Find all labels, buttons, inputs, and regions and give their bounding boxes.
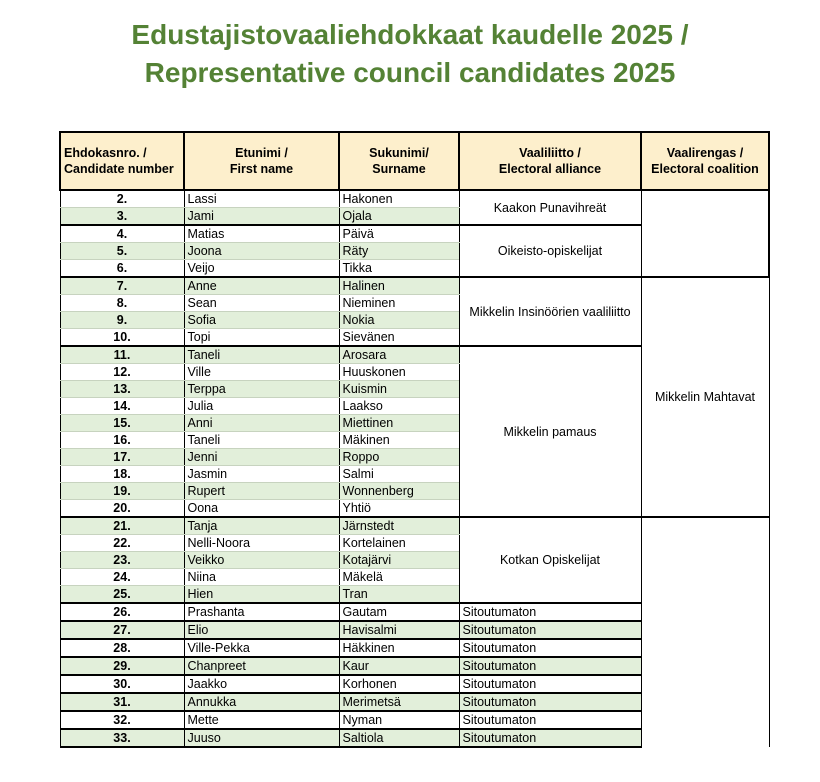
surname: Saltiola [339,729,459,747]
surname: Hakonen [339,190,459,208]
table-row [60,517,769,535]
surname: Ojala [339,208,459,226]
candidate-number: 23. [60,552,184,569]
first-name: Prashanta [184,603,339,621]
first-name: Mette [184,711,339,729]
surname: Merimetsä [339,693,459,711]
candidate-number: 17. [60,449,184,466]
header-electoral-coalition-fi: Vaalirengas / [666,146,744,160]
header-first-name-en: First name [229,162,294,176]
surname: Yhtiö [339,500,459,518]
first-name: Annukka [184,693,339,711]
page-title-english: Representative council candidates 2025 [144,57,676,88]
candidate-number: 31. [60,693,184,711]
candidate-number: 29. [60,657,184,675]
alliance-independent: Sitoutumaton [459,603,641,621]
header-electoral-coalition-en: Electoral coalition [651,162,759,176]
header-surname-fi: Sukunimi/ [369,146,429,160]
candidate-number: 18. [60,466,184,483]
surname: Huuskonen [339,364,459,381]
header-electoral-alliance [459,132,641,190]
candidate-number: 20. [60,500,184,518]
surname: Nokia [339,312,459,329]
candidate-number: 21. [60,517,184,535]
candidate-number: 3. [60,208,184,226]
header-surname [339,132,459,190]
surname: Salmi [339,466,459,483]
candidate-number: 32. [60,711,184,729]
surname: Korhonen [339,675,459,693]
candidate-number: 30. [60,675,184,693]
alliance-oikeisto-opiskelijat: Oikeisto-opiskelijat [459,225,641,277]
candidate-number: 26. [60,603,184,621]
candidate-number: 8. [60,295,184,312]
candidate-number: 2. [60,190,184,208]
candidate-number: 33. [60,729,184,747]
header-candidate-number [60,132,184,190]
surname: Halinen [339,277,459,295]
surname: Häkkinen [339,639,459,657]
candidate-number: 11. [60,346,184,364]
alliance-independent: Sitoutumaton [459,621,641,639]
candidate-number: 19. [60,483,184,500]
first-name: Terppa [184,381,339,398]
surname: Räty [339,243,459,260]
surname: Laakso [339,398,459,415]
surname: Päivä [339,225,459,243]
first-name: Veijo [184,260,339,278]
surname: Wonnenberg [339,483,459,500]
candidate-number: 6. [60,260,184,278]
coalition-mikkelin-mahtavat: Mikkelin Mahtavat [641,277,769,517]
first-name: Nelli-Noora [184,535,339,552]
alliance-independent: Sitoutumaton [459,729,641,747]
first-name: Jaakko [184,675,339,693]
header-candidate-number-fi: Ehdokasnro. / [64,146,147,160]
candidate-number: 13. [60,381,184,398]
candidate-number: 16. [60,432,184,449]
alliance-mikkelin-pamaus: Mikkelin pamaus [459,346,641,517]
surname: Nyman [339,711,459,729]
header-electoral-alliance-fi: Vaaliliitto / [519,146,581,160]
first-name: Ville-Pekka [184,639,339,657]
header-electoral-coalition [641,132,769,190]
coalition-empty [641,190,769,277]
header-electoral-alliance-en: Electoral alliance [498,162,602,176]
first-name: Hien [184,586,339,604]
candidate-number: 5. [60,243,184,260]
first-name: Jenni [184,449,339,466]
candidate-number: 15. [60,415,184,432]
alliance-independent: Sitoutumaton [459,639,641,657]
first-name: Lassi [184,190,339,208]
candidate-number: 12. [60,364,184,381]
surname: Tikka [339,260,459,278]
first-name: Niina [184,569,339,586]
first-name: Sofia [184,312,339,329]
first-name: Anne [184,277,339,295]
alliance-independent: Sitoutumaton [459,675,641,693]
first-name: Ville [184,364,339,381]
first-name: Tanja [184,517,339,535]
first-name: Julia [184,398,339,415]
first-name: Elio [184,621,339,639]
surname: Sievänen [339,329,459,347]
candidate-number: 14. [60,398,184,415]
first-name: Jasmin [184,466,339,483]
first-name: Joona [184,243,339,260]
surname: Kuismin [339,381,459,398]
candidate-number: 28. [60,639,184,657]
first-name: Matias [184,225,339,243]
surname: Järnstedt [339,517,459,535]
candidate-number: 7. [60,277,184,295]
candidate-number: 22. [60,535,184,552]
first-name: Juuso [184,729,339,747]
candidate-number: 25. [60,586,184,604]
candidate-number: 9. [60,312,184,329]
first-name: Veikko [184,552,339,569]
coalition-empty [641,517,769,747]
first-name: Sean [184,295,339,312]
surname: Kotajärvi [339,552,459,569]
surname: Miettinen [339,415,459,432]
surname: Tran [339,586,459,604]
alliance-independent: Sitoutumaton [459,693,641,711]
first-name: Oona [184,500,339,518]
candidate-number: 27. [60,621,184,639]
alliance-kotkan-opiskelijat: Kotkan Opiskelijat [459,517,641,603]
first-name: Taneli [184,432,339,449]
first-name: Jami [184,208,339,226]
candidates-table [59,131,770,748]
surname: Gautam [339,603,459,621]
surname: Kortelainen [339,535,459,552]
alliance-independent: Sitoutumaton [459,657,641,675]
surname: Mäkinen [339,432,459,449]
header-first-name-fi: Etunimi / [235,146,288,160]
alliance-independent: Sitoutumaton [459,711,641,729]
header-candidate-number-en: Candidate number [64,162,174,176]
first-name: Taneli [184,346,339,364]
table-row [60,190,769,208]
surname: Arosara [339,346,459,364]
surname: Kaur [339,657,459,675]
alliance-mikkelin-insinoorien: Mikkelin Insinöörien vaaliliitto [459,277,641,346]
first-name: Chanpreet [184,657,339,675]
candidate-number: 4. [60,225,184,243]
candidate-number: 10. [60,329,184,347]
surname: Nieminen [339,295,459,312]
candidate-number: 24. [60,569,184,586]
header-first-name [184,132,339,190]
table-header-row [60,132,769,190]
surname: Roppo [339,449,459,466]
surname: Havisalmi [339,621,459,639]
first-name: Rupert [184,483,339,500]
first-name: Anni [184,415,339,432]
alliance-kaakon-punavihreat: Kaakon Punavihreät [459,190,641,225]
table-row [60,277,769,295]
surname: Mäkelä [339,569,459,586]
first-name: Topi [184,329,339,347]
page-title-finnish: Edustajistovaaliehdokkaat kaudelle 2025 / [131,19,689,50]
header-surname-en: Surname [372,162,426,176]
